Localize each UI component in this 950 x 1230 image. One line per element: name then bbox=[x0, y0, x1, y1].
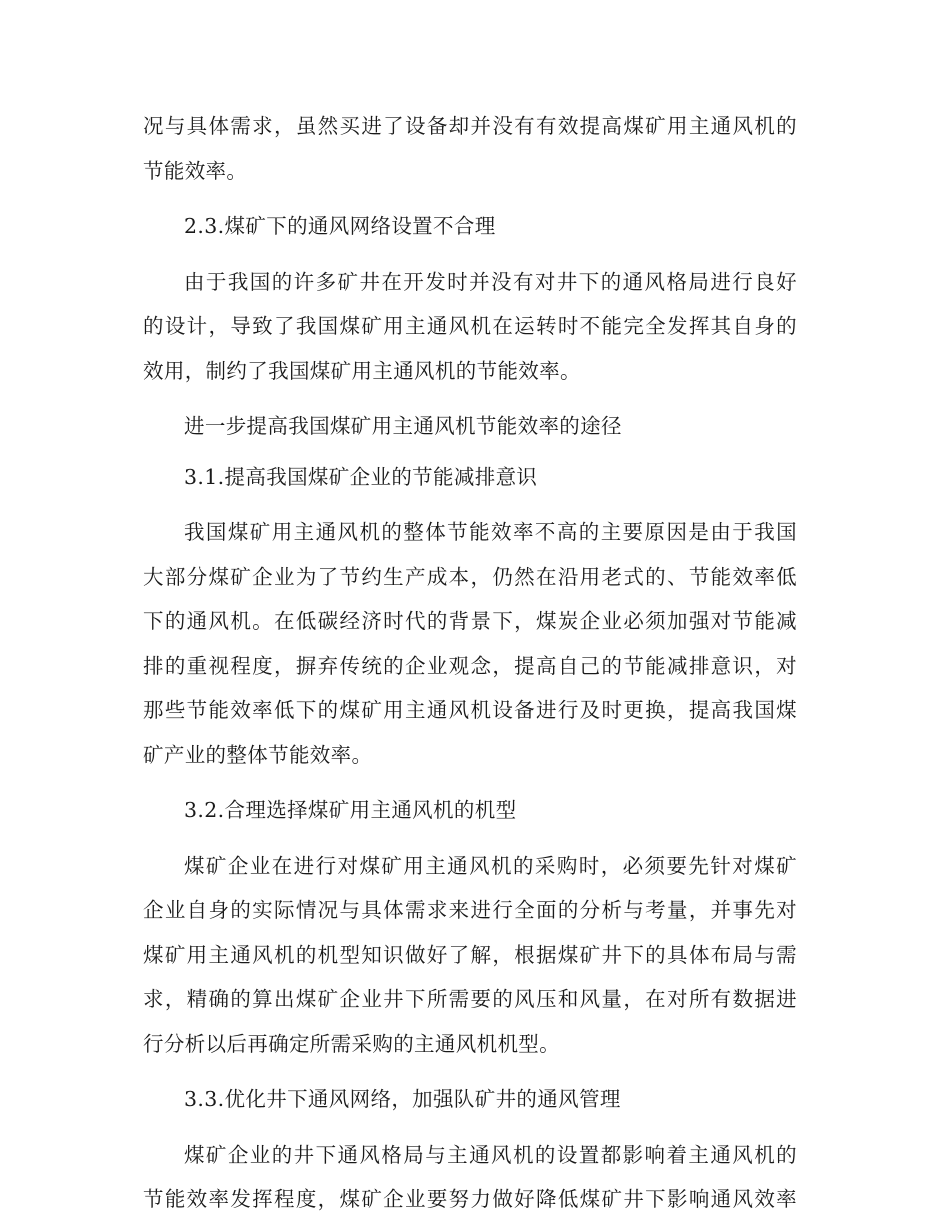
paragraph-ventilation-management bbox=[143, 1133, 797, 1222]
paragraph-line: 效用，制约了我国煤矿用主通风机的节能效率。 bbox=[143, 358, 581, 383]
paragraph-gap bbox=[143, 833, 797, 844]
paragraph-line: 煤矿企业在进行对煤矿用主通风机的采购时，必须要先针对煤矿 bbox=[184, 853, 797, 878]
section-heading-3-2: 3.2.合理选择煤矿用主通风机的机型 bbox=[184, 798, 517, 822]
paragraph-line: 大部分煤矿企业为了节约生产成本，仍然在沿用老式的、节能效率低 bbox=[143, 564, 797, 589]
section-heading-3-3: 3.3.优化井下通风网络，加强队矿井的通风管理 bbox=[184, 1087, 621, 1111]
paragraph-line: 我国煤矿用主通风机的整体节能效率不高的主要原因是由于我国 bbox=[184, 520, 797, 544]
section-heading-3-1: 3.1.提高我国煤矿企业的节能减排意识 bbox=[184, 464, 538, 489]
paragraph-line: 行分析以后再确定所需采购的主通风机机型。 bbox=[143, 1031, 560, 1056]
paragraph-line: 煤矿用主通风机的机型知识做好了解，根据煤矿井下的具体布局与需 bbox=[143, 942, 797, 967]
paragraph-gap bbox=[143, 193, 797, 204]
paragraph-line: 求，精确的算出煤矿企业井下所需要的风压和风量，在对所有数据进 bbox=[143, 987, 797, 1011]
section-heading-2-3: 2.3.煤矿下的通风网络设置不合理 bbox=[184, 214, 496, 238]
paragraph-gap bbox=[143, 777, 797, 788]
paragraph-line: 节能效率。 bbox=[143, 158, 248, 183]
paragraph-line: 况与具体需求，虽然买进了设备却并没有有效提高煤矿用主通风机的 bbox=[143, 114, 797, 138]
paragraph-line: 的设计，导致了我国煤矿用主通风机在运转时不能完全发挥其自身的 bbox=[143, 314, 797, 338]
paragraph-line: 煤矿企业的井下通风格局与主通风机的设置都影响着主通风机的 bbox=[184, 1142, 797, 1167]
paragraph-line: 由于我国的许多矿井在开发时并没有对井下的通风格局进行良好 bbox=[184, 269, 797, 294]
paragraph-line: 那些节能效率低下的煤矿用主通风机设备进行及时更换，提高我国煤 bbox=[143, 698, 797, 722]
paragraph-gap bbox=[143, 499, 797, 510]
paragraph-gap bbox=[143, 1122, 797, 1133]
paragraph-model-selection bbox=[143, 844, 797, 1067]
section-heading-3: 进一步提高我国煤矿用主通风机节能效率的途径 bbox=[184, 414, 622, 438]
paragraph-line: 企业自身的实际情况与具体需求来进行全面的分析与考量，并事先对 bbox=[143, 898, 797, 922]
paragraph-line: 排的重视程度，摒弃传统的企业观念，提高自己的节能减排意识，对 bbox=[143, 653, 797, 678]
paragraph-ventilation-network bbox=[143, 260, 797, 394]
paragraph-gap bbox=[143, 393, 797, 404]
paragraph-line: 矿产业的整体节能效率。 bbox=[143, 742, 373, 767]
document-body bbox=[143, 104, 797, 1222]
paragraph-line: 下的通风机。在低碳经济时代的背景下，煤炭企业必须加强对节能减 bbox=[143, 609, 797, 633]
paragraph-continuation bbox=[143, 104, 797, 193]
paragraph-line: 节能效率发挥程度，煤矿企业要努力做好降低煤矿井下影响通风效率 bbox=[143, 1187, 797, 1211]
paragraph-gap bbox=[143, 249, 797, 260]
paragraph-gap bbox=[143, 1066, 797, 1077]
paragraph-energy-awareness bbox=[143, 510, 797, 777]
